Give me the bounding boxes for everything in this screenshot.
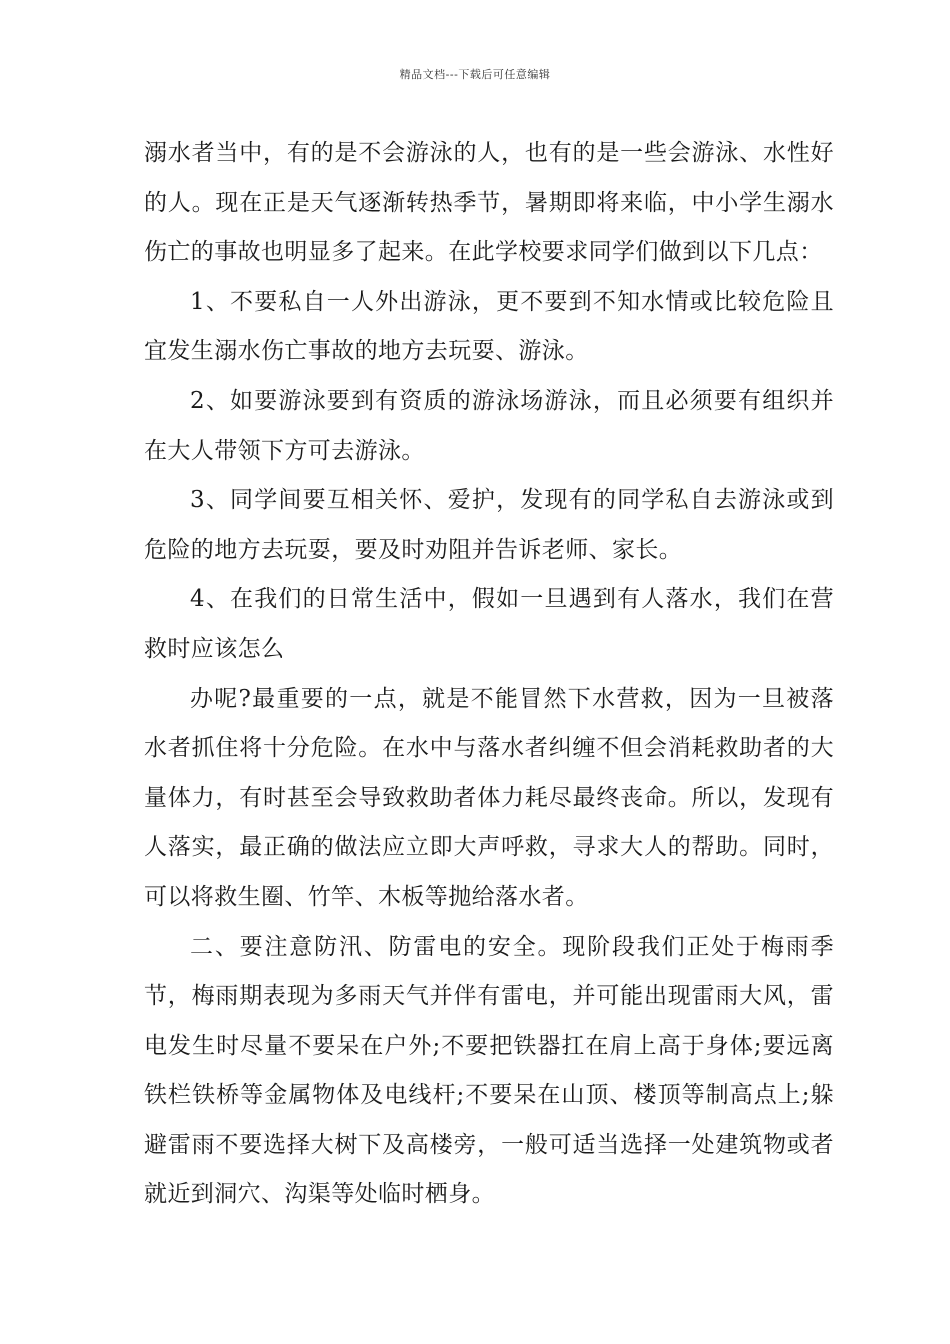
paragraph-section-2: 二、要注意防汛、防雷电的安全。现阶段我们正处于梅雨季节，梅雨期表现为多雨天气并伴有雷电，并可能出现雷雨大风，雷电发生时尽量不要呆在户外;不要把铁器扛在肩上高于身体;要远离铁栏铁桥等金属物体及电线杆;不要呆在山顶、楼顶等制高点上;躲避雷雨不要选择大树下及高楼旁，一般可适当选择一处建筑物或者就近到洞穴、沟渠等处临时栖身。 (144, 933, 834, 1208)
paragraph-intro: 溺水者当中，有的是不会游泳的人，也有的是一些会游泳、水性好的人。现在正是天气逐渐转热季节，暑期即将来临，中小学生溺水伤亡的事故也明显多了起来。在此学校要求同学们做到以下几点： (144, 140, 834, 266)
paragraph-item-2: 2、如要游泳要到有资质的游泳场游泳，而且必须要有组织并在大人带领下方可去游泳。 (144, 387, 834, 464)
paragraph-item-3: 3、同学间要互相关怀、爱护，发现有的同学私自去游泳或到危险的地方去玩耍，要及时劝阻并告诉老师、家长。 (144, 487, 834, 563)
page-header: 精品文档---下载后可任意编辑 (399, 68, 551, 81)
paragraph-item-4: 4、在我们的日常生活中，假如一旦遇到有人落水，我们在营救时应该怎么 (144, 586, 834, 662)
paragraph-item-1: 1、不要私自一人外出游泳，更不要到不知水情或比较危险且宜发生溺水伤亡事故的地方去玩耍、游泳。 (144, 288, 834, 365)
document-body (144, 129, 834, 1220)
paragraph-item-4-continued: 办呢?最重要的一点，就是不能冒然下水营救，因为一旦被落水者抓住将十分危险。在水中与落水者纠缠不但会消耗救助者的大量体力，有时甚至会导致救助者体力耗尽最终丧命。所以，发现有人落实，最正确的做法应立即大声呼救，寻求大人的帮助。同时，可以将救生圈、竹竿、木板等抛给落水者。 (144, 685, 834, 910)
